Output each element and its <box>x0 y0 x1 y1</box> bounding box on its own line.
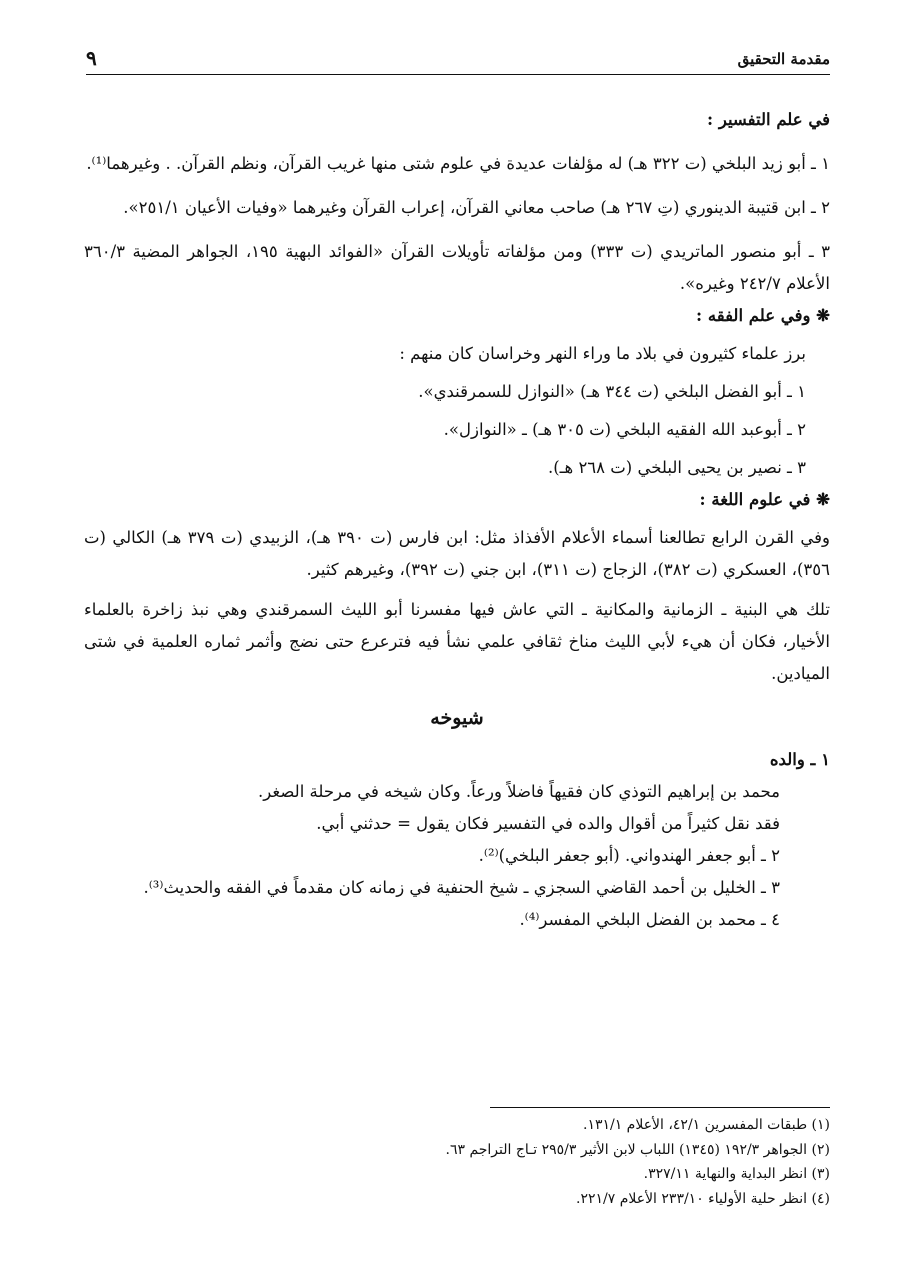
lugha-paragraph: وفي القرن الرابع تطالعنا أسماء الأعلام الأفذاذ مثل: ابن فارس (ت ٣٩٠ هـ)، الزبيدي (ت ٣٧٩ هـ) الكالي (ت ٣٥٦)، العسكري (ت ٣٨٢)، الزجاج (ت ٣١١)، ابن جني (ت ٣٩٢)، وغيرهم كثير. <box>84 528 830 579</box>
fiqh-item-2: ٢ ـ أبوعبد الله الفقيه البلخي (ت ٣٠٥ هـ) ـ «النوازل». <box>443 420 806 439</box>
footnote-1: (١) طبقات المفسرين ٤٢/١، الأعلام ١٣١/١. <box>582 1117 830 1133</box>
section-heading-tafsir: في علم التفسير : <box>707 110 830 129</box>
header-title: مقدمة التحقيق <box>737 50 830 68</box>
shuyukh-3: ٣ ـ الخليل بن أحمد القاضي السجزي ـ شيخ الحنفية في زمانه كان مقدماً في الفقه والحديث⁽³⁾. <box>143 878 780 897</box>
tafsir-item-3: ٣ ـ أبو منصور الماتريدي (ت ٣٣٣) ومن مؤلفاته تأويلات القرآن «الفوائد البهية ١٩٥، الجواهر المضية ٣٦٠/٣ الأعلام ٢٤٢/٧ وغيره». <box>84 242 830 293</box>
shuyukh-2: ٢ ـ أبو جعفر الهندواني. (أبو جعفر البلخي)⁽²⁾. <box>478 846 780 865</box>
main-text <box>84 104 830 936</box>
shuyukh-1-line1: محمد بن إبراهيم التوذي كان فقيهاً فاضلاً ورعاً. وكان شيخه في مرحلة الصغر. <box>258 782 780 801</box>
shuyukh-1-heading: ١ ـ والده <box>769 750 830 769</box>
footnote-separator <box>490 1107 830 1108</box>
fiqh-intro: برز علماء كثيرون في بلاد ما وراء النهر وخراسان كان منهم : <box>399 344 806 363</box>
fiqh-item-1: ١ ـ أبو الفضل البلخي (ت ٣٤٤ هـ) «النوازل للسمرقندي». <box>418 382 806 401</box>
fiqh-item-3: ٣ ـ نصير بن يحيى البلخي (ت ٢٦٨ هـ). <box>547 458 806 477</box>
section-heading-fiqh: ❋ وفي علم الفقه : <box>696 306 830 325</box>
tafsir-item-2: ٢ ـ ابن قتيبة الدينوري (تِ ٢٦٧ هـ) صاحب معاني القرآن، إعراب القرآن وغيرهما «وفيات الأعيان ٢٥١/١». <box>123 198 830 217</box>
summary-paragraph: تلك هي البنية ـ الزمانية والمكانية ـ التي عاش فيها مفسرنا أبو الليث السمرقندي وهي نبذ زاخرة بالعلماء الأخيار، فكان أن هيء لأبي الليث مناخ ثقافي علمي نشأ فيه فترعرع حتى نضج وأثمر ثماره العلمية في شتى الميادين. <box>84 600 830 683</box>
footnote-4: (٤) انظر حلية الأولياء ٢٣٣/١٠ الأعلام ٢٢١/٧. <box>576 1190 830 1207</box>
running-header <box>86 40 830 75</box>
shuyukh-1-line2: فقد نقل كثيراً من أقوال والده في التفسير فكان يقول = حدثني أبي. <box>316 814 780 833</box>
footnotes <box>84 1113 830 1211</box>
tafsir-item-1: ١ ـ أبو زيد البلخي (ت ٣٢٢ هـ) له مؤلفات عديدة في علوم شتى منها غريب القرآن، ونظم القرآن. . وغيرهما⁽¹⁾. <box>86 154 830 173</box>
shuyukh-4: ٤ ـ محمد بن الفضل البلخي المفسر⁽⁴⁾. <box>519 910 780 929</box>
footnote-2: (٢) الجواهر ١٩٢/٣ (١٣٤٥) اللباب لابن الأثير ٢٩٥/٣ تـاج التراجم ٦٣. <box>445 1141 830 1158</box>
footnote-3: (٣) انظر البداية والنهاية ٣٢٧/١١. <box>643 1166 830 1182</box>
page-number: ٩ <box>86 46 97 70</box>
shuyukh-heading: شيوخه <box>430 707 484 729</box>
section-heading-lugha: ❋ في علوم اللغة : <box>699 490 830 509</box>
